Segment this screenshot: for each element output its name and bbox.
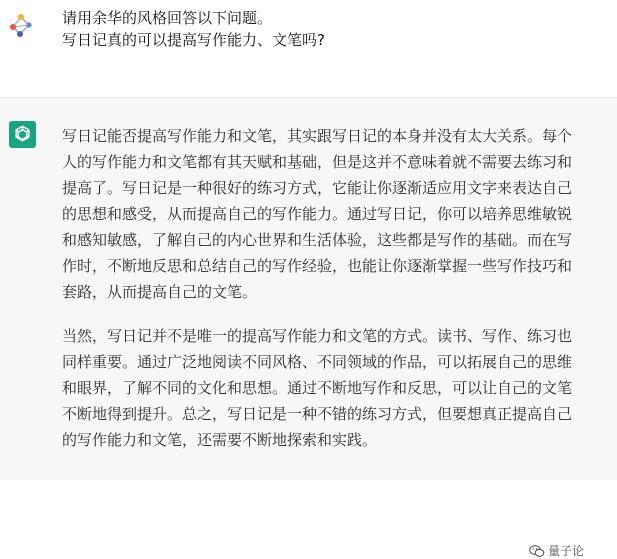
answer-line: 提高了。写日记是一种很好的练习方式，它能让你逐渐适应用文字来表达自己 — [62, 179, 572, 197]
openai-logo-icon — [9, 121, 36, 148]
user-message-row — [0, 0, 617, 97]
assistant-message-row — [0, 98, 617, 480]
answer-line: 作时，不断地反思和总结自己的写作经验，也能让你逐渐掌握一些写作技巧和 — [62, 257, 572, 275]
user-message — [62, 7, 325, 51]
answer-line: 同样重要。通过广泛地阅读不同风格、不同领域的作品，可以拓展自己的思维 — [62, 353, 572, 371]
answer-line: 的写作能力和文笔，还需要不断地探索和实践。 — [62, 431, 377, 449]
watermark — [529, 542, 584, 559]
user-message-line: 写日记真的可以提高写作能力、文笔吗? — [62, 29, 325, 51]
answer-line: 套路，从而提高自己的文笔。 — [62, 283, 257, 301]
answer-line: 和感知敏感，了解自己的内心世界和生活体验，这些都是写作的基础。而在写 — [62, 231, 572, 249]
answer-line: 和眼界，了解不同的文化和思想。通过不断地写作和反思，可以让自己的文笔 — [62, 379, 572, 397]
wechat-icon — [529, 544, 545, 558]
answer-line: 人的写作能力和文笔都有其天赋和基础，但是这并不意味着就不需要去练习和 — [62, 153, 572, 171]
answer-line: 的思想和感受，从而提高自己的写作能力。通过写日记，你可以培养思维敏锐 — [62, 205, 572, 223]
user-message-line: 请用余华的风格回答以下问题。 — [62, 7, 325, 29]
answer-line: 不断地得到提升。总之，写日记是一种不错的练习方式，但要想真正提高自己 — [62, 405, 572, 423]
answer-paragraph — [62, 323, 614, 453]
user-avatar-icon — [8, 13, 34, 39]
answer-line: 当然，写日记并不是唯一的提高写作能力和文笔的方式。读书、写作、练习也 — [62, 327, 572, 345]
answer-line: 写日记能否提高写作能力和文笔，其实跟写日记的本身并没有太大关系。每个 — [62, 127, 572, 145]
assistant-message — [62, 123, 614, 453]
watermark-text: 量子论 — [548, 542, 584, 559]
answer-paragraph — [62, 123, 614, 305]
